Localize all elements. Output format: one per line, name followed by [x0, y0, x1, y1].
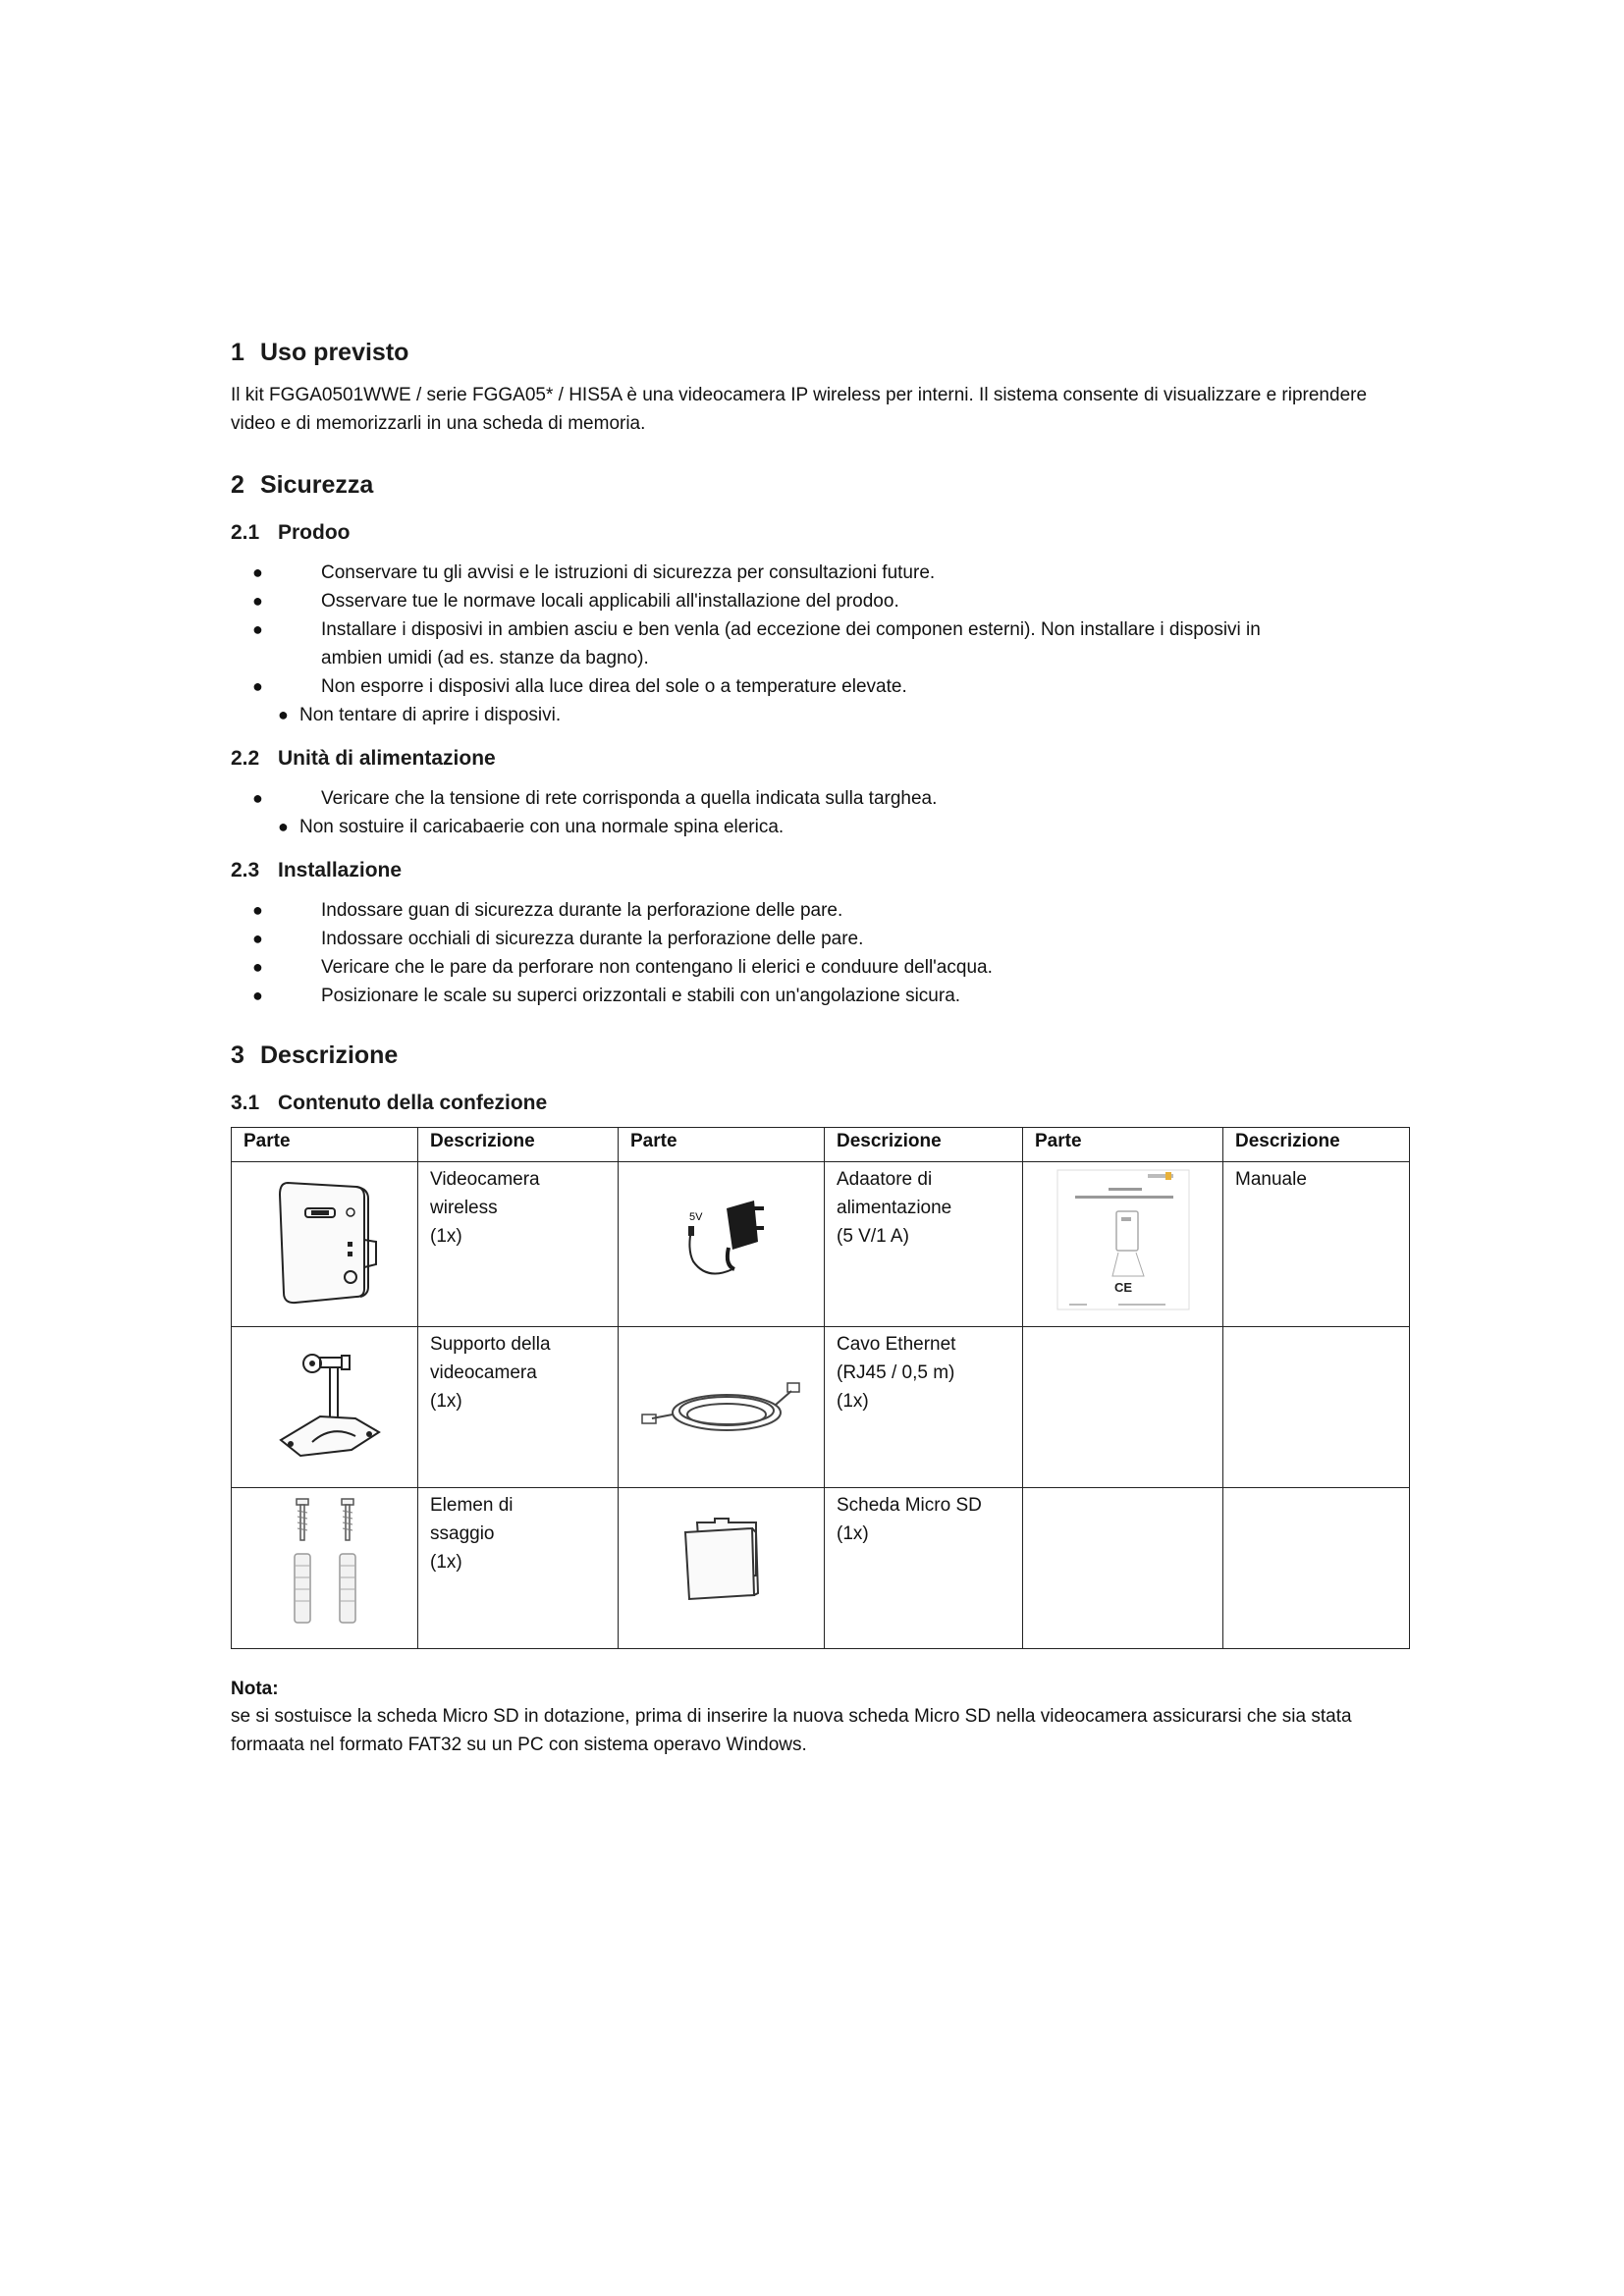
camera-stand-image	[232, 1327, 418, 1488]
bullet-icon: ●	[252, 957, 263, 977]
subsection-title: Unità di alimentazione	[278, 747, 496, 770]
header-cell: Descrizione	[825, 1128, 1023, 1162]
subsection-number: 2.1	[231, 521, 260, 544]
bullet-list-2-3	[231, 896, 1409, 1010]
description-cell: Scheda Micro SD (1x)	[825, 1488, 1023, 1649]
bullet-icon: ●	[252, 788, 263, 808]
section-2-heading	[231, 471, 1409, 500]
bullet-icon: ●	[252, 562, 263, 582]
header-cell: Parte	[1023, 1128, 1223, 1162]
bullet-icon: ●	[252, 676, 263, 696]
subsection-2-2-heading	[231, 747, 1409, 771]
section-1-text: Il kit FGGA0501WWE / serie FGGA05* / HIS5A è una videocamera IP wireless per interni. Il sistema consente di visualizzare e riprendere video e di memorizzarli in una scheda di memoria.	[231, 385, 1368, 434]
section-title: Sicurezza	[260, 471, 374, 499]
bullet-icon: ●	[252, 929, 263, 948]
empty-cell	[1223, 1488, 1410, 1649]
description-cell: Adaatore di alimentazione (5 V/1 A)	[825, 1162, 1023, 1327]
subsection-3-1-heading	[231, 1092, 1409, 1115]
bullet-icon: ●	[252, 591, 263, 611]
section-title: Descrizione	[260, 1041, 399, 1069]
empty-cell	[1223, 1327, 1410, 1488]
description-cell: Elemen di ssaggio (1x)	[418, 1488, 619, 1649]
subsection-title: Installazione	[278, 859, 403, 881]
list-item: ● Vericare che la tensione di rete corrisponda a quella indicata sulla targhea.	[231, 784, 1409, 813]
manual-image	[1023, 1162, 1223, 1327]
table-row	[232, 1162, 1410, 1327]
bullet-list-2-1	[231, 559, 1272, 729]
list-item: ● Osservare tue le normave locali applicabili all'installazione del prodoo.	[231, 587, 1272, 615]
section-number: 3	[231, 1041, 244, 1069]
description-cell: Supporto della videocamera (1x)	[418, 1327, 619, 1488]
svg-text:CE: CE	[1113, 1280, 1132, 1295]
camera-image	[232, 1162, 418, 1327]
bullet-icon: ●	[278, 705, 289, 724]
section-1-heading	[231, 339, 1409, 367]
package-contents-table	[231, 1127, 1410, 1649]
ethernet-cable-image	[619, 1327, 825, 1488]
list-item: ● Indossare occhiali di sicurezza durante la perforazione delle pare.	[231, 925, 1409, 953]
description-cell: Manuale	[1223, 1162, 1410, 1327]
list-item: ● Posizionare le scale su superci orizzontali e stabili con un'angolazione sicura.	[231, 982, 1409, 1010]
subsection-2-1-heading	[231, 521, 1409, 545]
bullet-icon: ●	[278, 817, 289, 836]
empty-cell	[1023, 1488, 1223, 1649]
header-cell: Parte	[232, 1128, 418, 1162]
bullet-list-2-2	[231, 784, 1409, 841]
header-cell: Descrizione	[418, 1128, 619, 1162]
bullet-icon: ●	[252, 619, 263, 639]
subsection-title: Contenuto della confezione	[278, 1092, 548, 1114]
list-item: ● Conservare tu gli avvisi e le istruzioni di sicurezza per consultazioni future.	[231, 559, 1272, 587]
description-cell: Videocamera wireless (1x)	[418, 1162, 619, 1327]
subsection-number: 2.3	[231, 859, 260, 881]
subsection-2-3-heading	[231, 859, 1409, 882]
bullet-icon: ●	[252, 900, 263, 920]
micro-sd-image	[619, 1488, 825, 1649]
list-item: ● Indossare guan di sicurezza durante la perforazione delle pare.	[231, 896, 1409, 925]
screws-anchors-image	[232, 1488, 418, 1649]
list-item: ● Vericare che le pare da perforare non contengano li elerici e conduure dell'acqua.	[231, 953, 1409, 982]
note-label: Nota:	[231, 1679, 279, 1699]
description-cell: Cavo Ethernet (RJ45 / 0,5 m) (1x)	[825, 1327, 1023, 1488]
bullet-icon: ●	[252, 986, 263, 1005]
section-number: 1	[231, 339, 244, 366]
table-row	[232, 1327, 1410, 1488]
note-text: se si sostuisce la scheda Micro SD in dotazione, prima di inserire la nuova scheda Micro SD nella videocamera assicurarsi che sia stata formaata nel formato FAT32 su un PC con sistema operavo Windows.	[231, 1706, 1352, 1755]
section-3-heading	[231, 1041, 1409, 1070]
list-item: ● Non esporre i disposivi alla luce direa del sole o a temperature elevate.	[231, 672, 1272, 701]
list-item: ● Installare i disposivi in ambien asciu e ben venla (ad eccezione dei componen esterni). Non installare i disposivi in ambien umidi (ad es. stanze da bagno).	[231, 615, 1272, 672]
table-row	[232, 1488, 1410, 1649]
header-cell: Parte	[619, 1128, 825, 1162]
power-adapter-image	[619, 1162, 825, 1327]
header-cell: Descrizione	[1223, 1128, 1410, 1162]
subsection-title: Prodoo	[278, 521, 351, 544]
subsection-number: 3.1	[231, 1092, 260, 1114]
subsection-number: 2.2	[231, 747, 260, 770]
list-item: ● Non tentare di aprire i disposivi.	[231, 701, 1272, 729]
list-item: ● Non sostuire il caricabaerie con una normale spina elerica.	[231, 813, 1409, 841]
table-header-row	[232, 1128, 1410, 1162]
section-number: 2	[231, 471, 244, 499]
svg-text:5V: 5V	[688, 1211, 702, 1223]
section-title: Uso previsto	[260, 339, 409, 366]
empty-cell	[1023, 1327, 1223, 1488]
document-page	[231, 339, 1409, 1759]
